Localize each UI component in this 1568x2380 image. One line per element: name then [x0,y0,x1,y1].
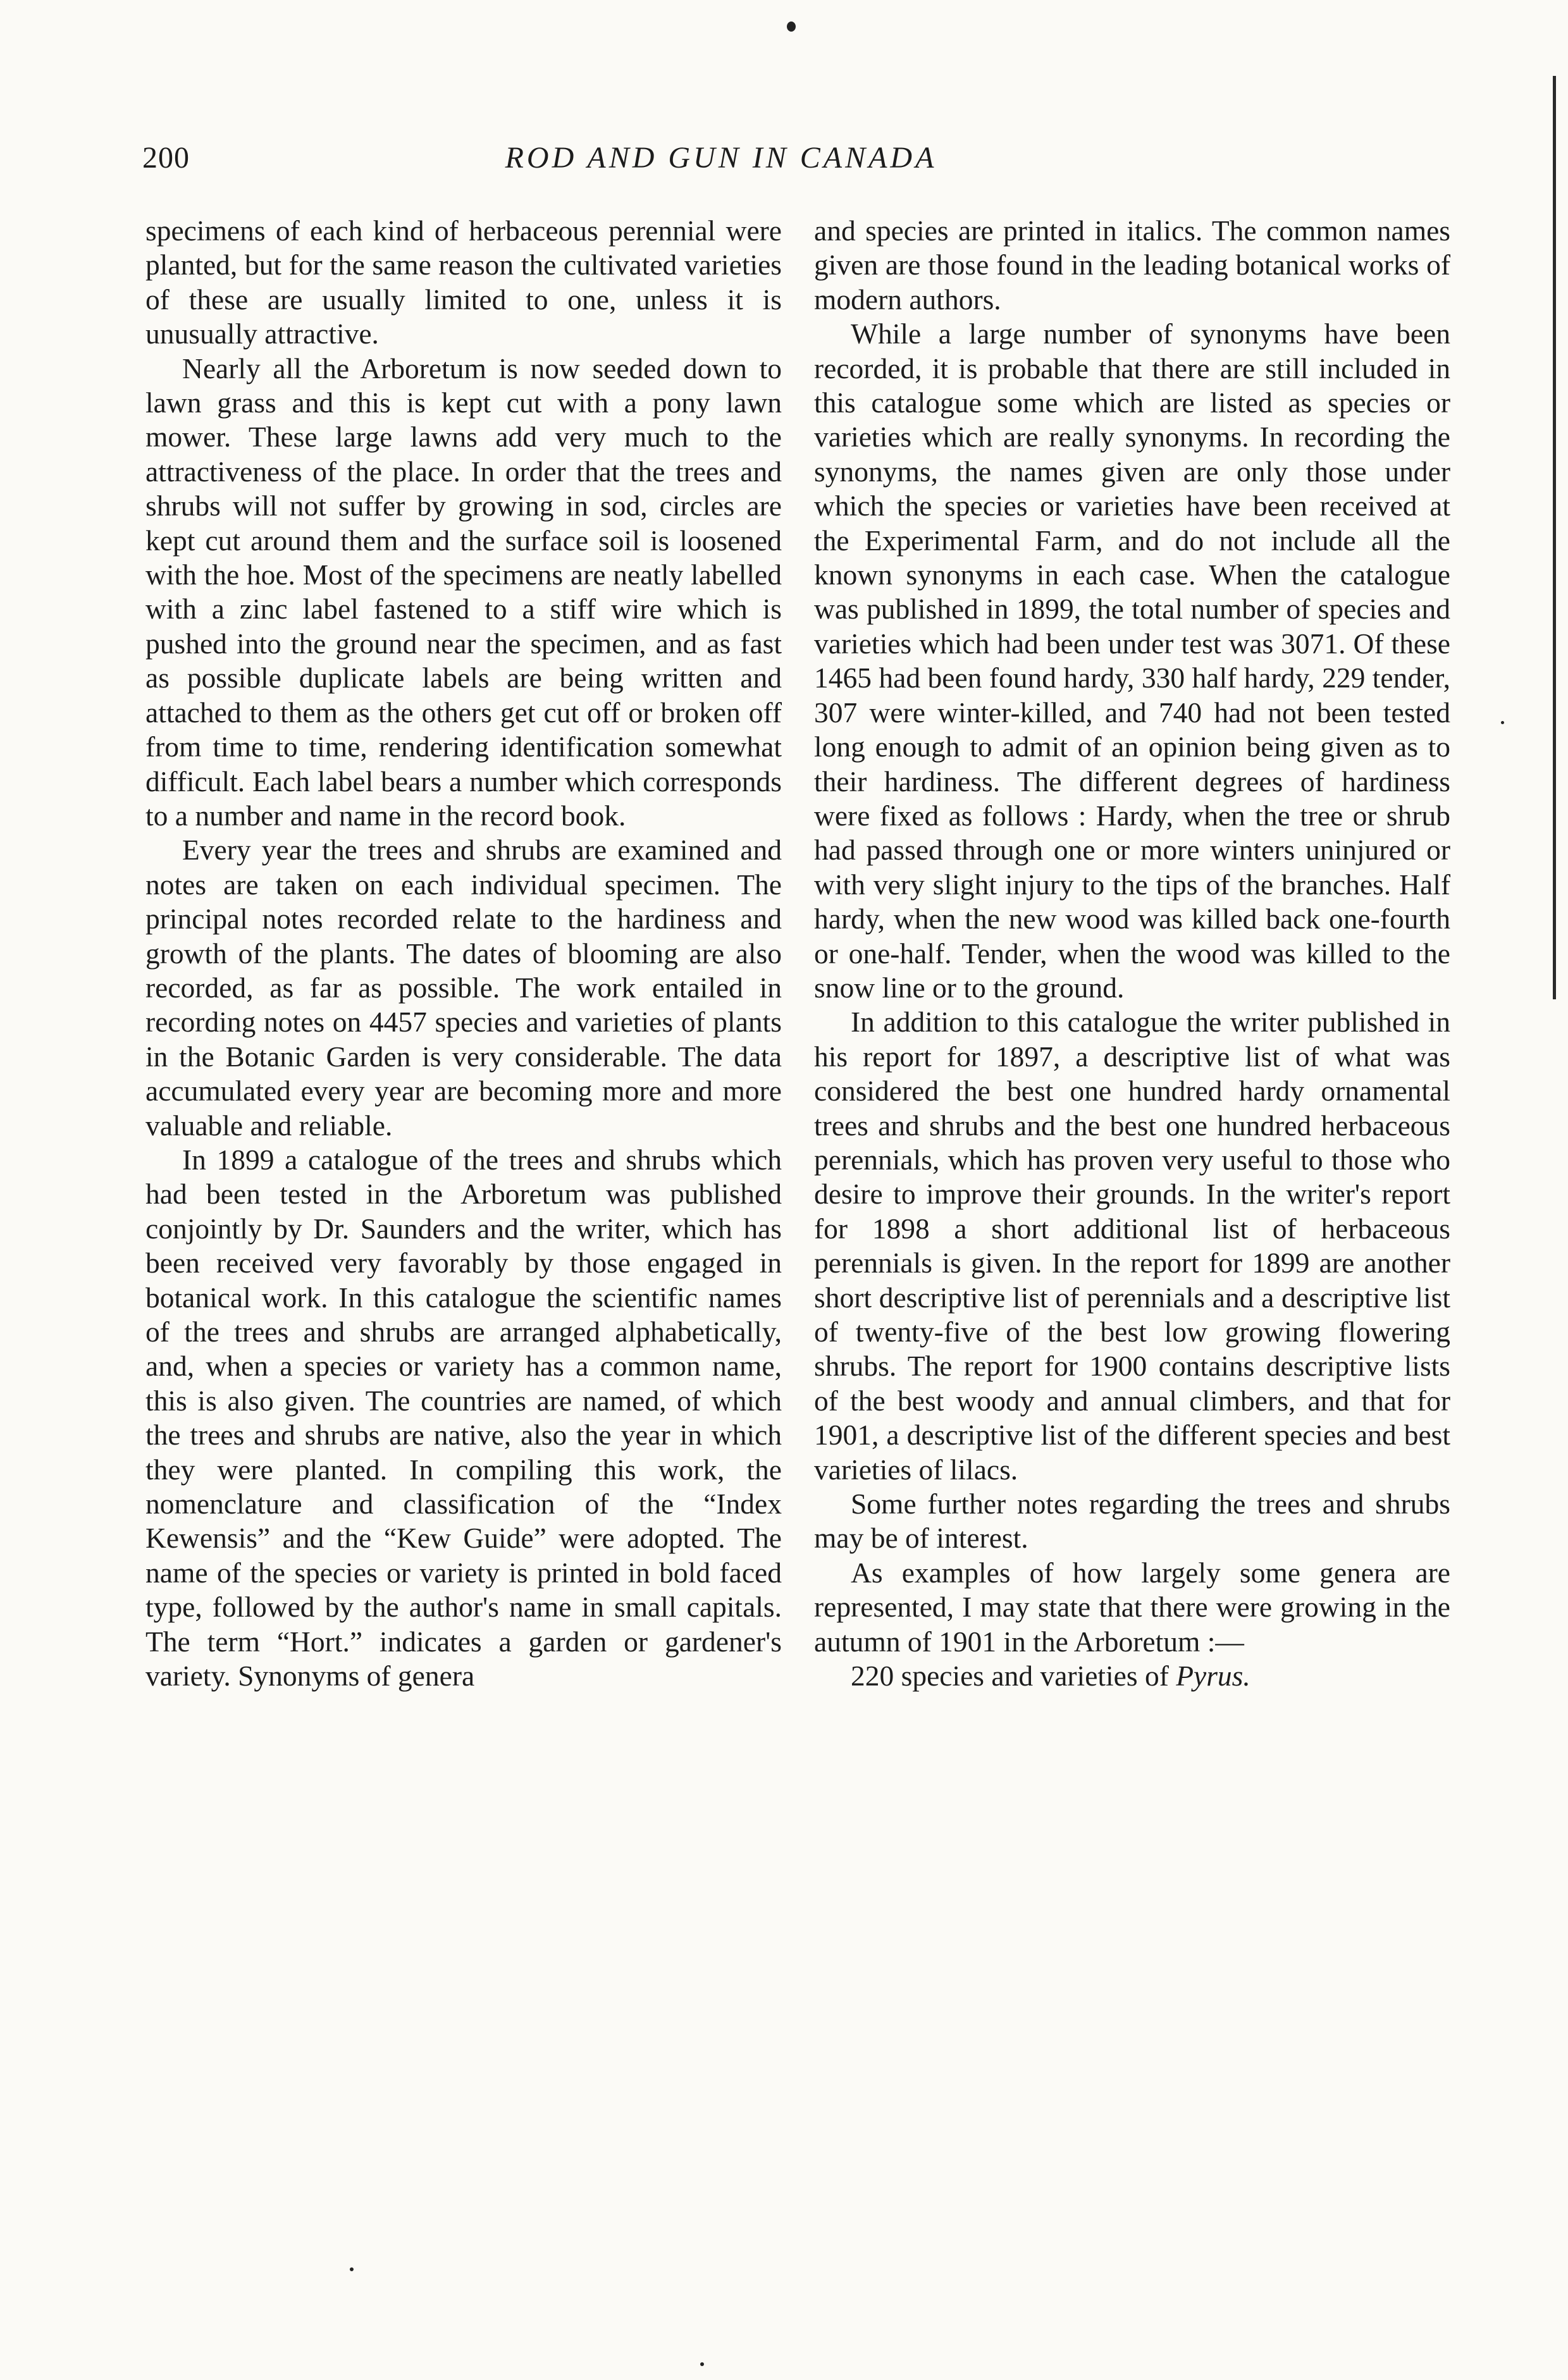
ink-speck [787,22,796,32]
paragraph: Every year the trees and shrubs are examined and notes are taken on each individual specimen. The principal notes recorded relate to the hardiness and growth of the plants. The dates of blooming are also recorded, as far as possible. The work entailed in recording notes on 4457 species and varieties of plants in the Botanic Garden is very considerable. The data accumulated every year are becoming more and more valuable and reliable. [145,834,782,1142]
paragraph: specimens of each kind of herbaceous perennial were planted, but for the same reason the cultivated varieties of these are usually limited to one, unless it is unusually attractive. [145,214,782,350]
paragraph: While a large number of synonyms have been recorded, it is probable that there are still included in this catalogue some which are listed as species or varieties which are really synonyms. In recording the synonyms, the names given are only those under which the species or varieties have been received at the Experimental Farm, and do not include all the known synonyms in each case. When the catalogue was published in 1899, the total number of species and varieties which had been under test was 3071. Of these 1465 had been found hardy, 330 half hardy, 229 tender, 307 were winter-killed, and 740 had not been tested long enough to admit of an opinion being given as to their hardiness. The different degrees of hardiness were fixed as follows : Hardy, when the tree or shrub had passed through one or more winters uninjured or with very slight injury to the tips of the branches. Half hardy, when the new wood was killed back one-fourth or one-half. Tender, when the wood was killed to the snow line or to the ground. [814,318,1450,1004]
paragraph: As examples of how largely some genera are represented, I may state that there were growing in the autumn of 1901 in the Arboretum :— [814,1556,1450,1658]
genus-name: Pyrus. [1176,1660,1250,1693]
page-header [142,140,1300,191]
running-title: ROD AND GUN IN CANADA [505,141,937,175]
ink-speck [700,2362,704,2366]
page-number: 200 [142,141,190,175]
paragraph: In addition to this catalogue the writer published in his report for 1897, a descriptive list of what was considered the best one hundred hardy ornamental trees and shrubs and the best one hundred herbaceous perennials, which has proven very useful to those who desire to improve their grounds. In the writer's report for 1898 a short additional list of herbaceous perennials is given. In the report for 1899 are another short descriptive list of perennials and a descriptive list of twenty-five of the best low growing flowering shrubs. The report for 1900 contains descriptive lists of the best woody and annual climbers, and that for 1901, a descriptive list of the different species and best varieties of lilacs. [814,1006,1450,1486]
paragraph: Some further notes regarding the trees and shrubs may be of interest. [814,1488,1450,1555]
right-column [814,214,1450,1693]
paragraph: In 1899 a catalogue of the trees and shrubs which had been tested in the Arboretum was published conjointly by Dr. Saunders and the writer, which has been received very favorably by those engaged in botanical work. In this catalogue the scientific names of the trees and shrubs are arranged alphabetically, and, when a species or variety has a common name, this is also given. The countries are named, of which the trees and shrubs are native, also the year in which they were planted. In compiling this work, the nomenclature and classification of the “Index Kewensis” and the “Kew Guide” were adopted. The name of the species or variety is printed in bold faced type, followed by the author's name in small capitals. The term “Hort.” indicates a garden or gardener's variety. Synonyms of genera [145,1143,782,1693]
page-edge-rule [1553,76,1556,999]
ink-speck [1501,721,1504,724]
list-entry [814,1659,1450,1693]
paragraph: and species are printed in italics. The common names given are those found in the leading botanical works of modern authors. [814,214,1450,316]
list-entry-text: 220 species and varieties of [851,1660,1176,1693]
left-column [145,214,782,1693]
paragraph: Nearly all the Arboretum is now seeded down to lawn grass and this is kept cut with a pony lawn mower. These large lawns add very much to the attractiveness of the place. In order that the trees and shrubs will not suffer by growing in sod, circles are kept cut around them and the surface soil is loosened with the hoe. Most of the specimens are neatly labelled with a zinc label fastened to a stiff wire which is pushed into the ground near the specimen, and as fast as possible duplicate labels are being written and attached to them as the others get cut off or broken off from time to time, rendering identification somewhat difficult. Each label bears a number which corresponds to a number and name in the record book. [145,352,782,832]
ink-speck [350,2267,354,2271]
